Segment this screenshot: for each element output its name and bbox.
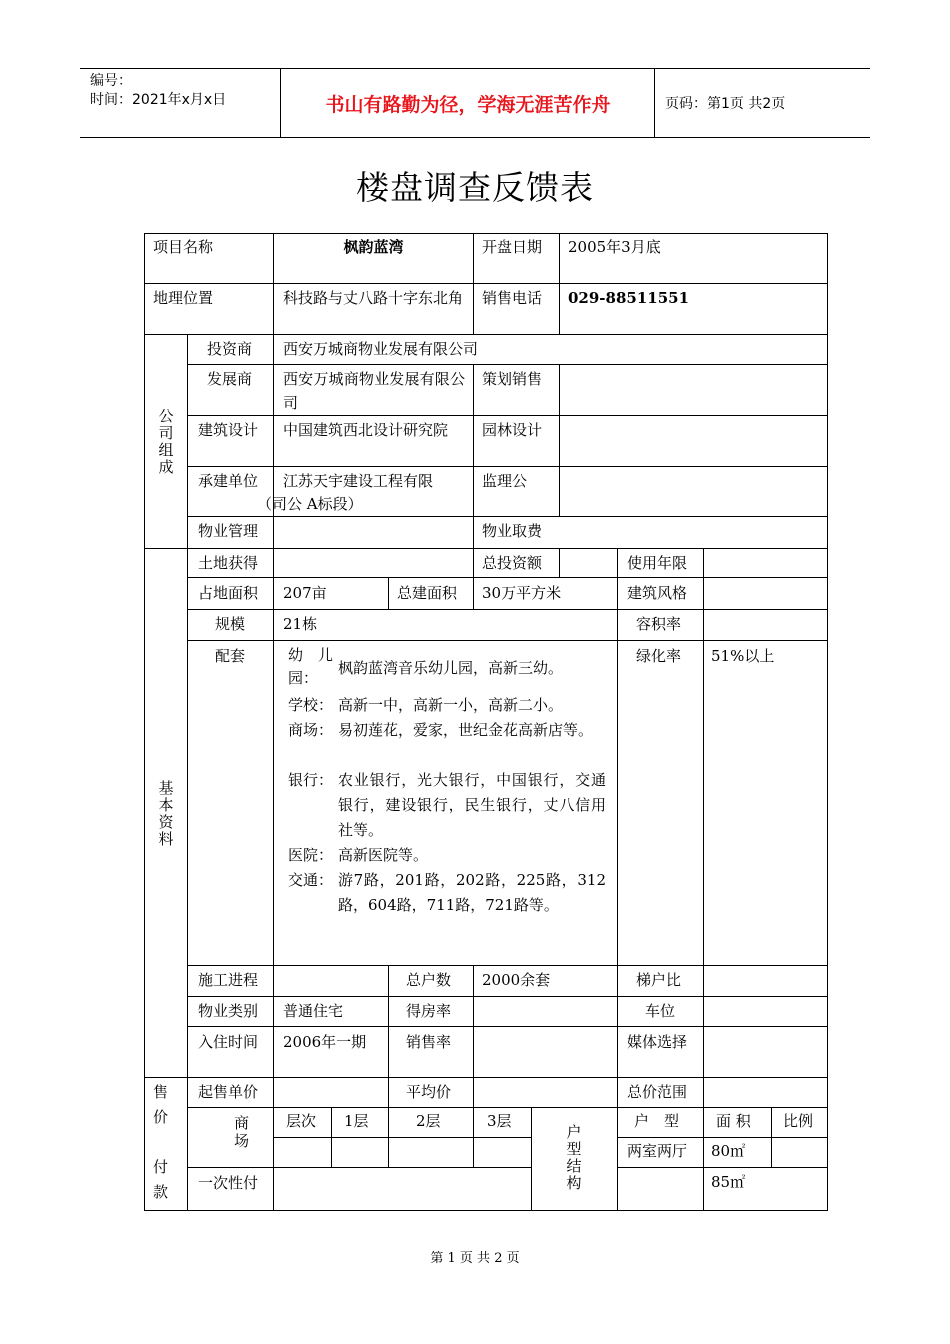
investor-label: 投资商 — [207, 340, 253, 358]
progress-label: 施工进程 — [198, 971, 259, 989]
grid-line — [388, 577, 389, 609]
company-group-label: 公司组成 — [158, 407, 174, 476]
grid-line — [144, 1077, 828, 1078]
open-date-value: 2005年3月底 — [568, 238, 661, 256]
grid-line — [144, 334, 828, 335]
unit-ratio-label: 比例 — [783, 1112, 814, 1130]
grid-line — [771, 1107, 772, 1168]
page-title: 楼盘调查反馈表 — [356, 168, 594, 207]
land-acquired-label: 土地获得 — [198, 554, 259, 572]
grid-line — [388, 1077, 389, 1107]
arch-style-label: 建筑风格 — [627, 584, 688, 602]
grid-line — [703, 640, 704, 965]
floor-label: 层次 — [286, 1112, 317, 1130]
unit-structure-label: 户型结构 — [566, 1123, 582, 1192]
bank-label: 银行： — [288, 771, 334, 789]
onepay-label: 一次性付 — [198, 1174, 259, 1192]
sales-group-char1: 售 — [153, 1083, 169, 1101]
start-price-label: 起售单价 — [198, 1083, 259, 1101]
builder-label: 承建单位 — [198, 472, 259, 490]
doc-time-label: 时间：2021年x月x日 — [90, 92, 227, 108]
unit-type-label: 户 型 — [634, 1112, 680, 1130]
grid-line — [388, 965, 389, 1077]
school-value: 高新一中，高新一小，高新二小。 — [338, 696, 564, 714]
mall-row-char1: 商 — [234, 1114, 250, 1132]
scale-value: 21栋 — [283, 615, 318, 633]
investor-value: 西安万城商物业发展有限公司 — [283, 340, 479, 358]
far-label: 容积率 — [636, 615, 682, 633]
builder-value-line2: （司公 A标段） — [257, 495, 363, 513]
grid-line — [617, 640, 618, 965]
sales-group-char4: 款 — [153, 1183, 169, 1201]
grid-line — [187, 965, 828, 966]
arch-design-label: 建筑设计 — [198, 421, 259, 439]
grid-line — [473, 233, 474, 334]
parking-label: 车位 — [645, 1002, 676, 1020]
traffic-value: 游7路，201路，202路，225路，312路，604路，711路，721路等。 — [338, 871, 606, 914]
grid-line — [187, 516, 828, 517]
avg-price-label: 平均价 — [406, 1083, 452, 1101]
grid-line — [703, 1077, 704, 1107]
checkin-value: 2006年一期 — [283, 1033, 367, 1051]
sales-phone-value: 029-88511551 — [568, 289, 690, 307]
hospital-label: 医院： — [288, 846, 334, 864]
grid-line — [187, 1107, 828, 1108]
grid-line — [187, 1167, 531, 1168]
grid-line — [703, 1107, 704, 1211]
sales-group-char3: 付 — [153, 1158, 169, 1176]
grid-line — [827, 233, 828, 1211]
green-rate-value: 51%以上 — [711, 647, 775, 665]
grid-line — [187, 415, 828, 416]
build-area-value: 30万平方米 — [482, 584, 562, 602]
project-name-label: 项目名称 — [153, 238, 214, 256]
grid-line — [473, 965, 474, 1077]
project-name-value: 枫韵蓝湾 — [343, 238, 404, 256]
land-area-value: 207亩 — [283, 584, 327, 602]
grid-line — [144, 233, 828, 234]
grid-line — [617, 1137, 828, 1138]
sales-rate-label: 销售率 — [406, 1033, 452, 1051]
kinder-label-line1: 幼 儿 — [288, 646, 334, 664]
grid-line — [559, 364, 560, 516]
grid-line — [273, 1137, 531, 1138]
open-date-label: 开盘日期 — [482, 238, 543, 256]
total-range-label: 总价范围 — [627, 1083, 688, 1101]
scale-label: 规模 — [215, 615, 246, 633]
unit-size-1: 80㎡ — [711, 1142, 746, 1160]
grid-line — [144, 233, 145, 1211]
grid-line — [617, 1167, 828, 1168]
unit-size-label: 面 积 — [716, 1112, 751, 1130]
header-page-number: 页码：第1页 共2页 — [665, 96, 786, 112]
location-label: 地理位置 — [153, 289, 214, 307]
mall-value: 易初莲花，爱家，世纪金花高新店等。 — [338, 721, 594, 739]
grid-line — [473, 1077, 474, 1107]
grid-line — [473, 548, 474, 609]
location-value: 科技路与丈八路十字东北角 — [283, 289, 464, 307]
grid-line — [187, 640, 828, 641]
grid-line — [273, 548, 274, 1211]
mall-label: 商场： — [288, 721, 334, 739]
grid-line — [144, 548, 828, 549]
use-years-label: 使用年限 — [627, 554, 688, 572]
property-type-label: 物业类别 — [198, 1002, 259, 1020]
header-motto: 书山有路勤为径，学海无涯苦作舟 — [282, 69, 655, 137]
grid-line — [187, 609, 828, 610]
grid-line — [617, 965, 618, 1077]
grid-line — [559, 233, 560, 334]
grid-line — [187, 364, 828, 365]
developer-value: 西安万城商物业发展有限公司 — [283, 370, 465, 412]
hospital-value: 高新医院等。 — [338, 846, 429, 864]
checkin-label: 入住时间 — [198, 1033, 259, 1051]
traffic-label: 交通： — [288, 871, 334, 889]
supervisor-label: 监理公 — [482, 472, 528, 490]
garden-design-label: 园林设计 — [482, 421, 543, 439]
property-type-value: 普通住宅 — [283, 1002, 344, 1020]
facility-label: 配套 — [215, 647, 246, 665]
mall-row-char2: 场 — [234, 1132, 250, 1150]
grid-line — [703, 965, 704, 1077]
floor-3: 3层 — [487, 1112, 512, 1130]
efficiency-label: 得房率 — [406, 1002, 452, 1020]
elevator-ratio-label: 梯户比 — [636, 971, 682, 989]
planning-sales-label: 策划销售 — [482, 370, 543, 388]
floor-2: 2层 — [416, 1112, 441, 1130]
grid-line — [144, 283, 828, 284]
grid-line — [703, 548, 704, 640]
grid-line — [559, 548, 560, 577]
page-footer: 第 1 页 共 2 页 — [430, 1251, 520, 1266]
green-rate-label: 绿化率 — [636, 647, 682, 665]
sales-phone-label: 销售电话 — [482, 289, 543, 307]
grid-line — [187, 996, 828, 997]
bank-value: 农业银行，光大银行，中国银行，交通银行，建设银行，民生银行，丈八信用社等。 — [338, 771, 606, 839]
grid-line — [187, 466, 828, 467]
kinder-value: 枫韵蓝湾音乐幼儿园，高新三幼。 — [338, 659, 564, 677]
unit-type-1: 两室两厅 — [627, 1142, 688, 1160]
sales-group-char2: 价 — [153, 1108, 169, 1126]
grid-line — [473, 1107, 474, 1168]
kinder-label-line2: 园： — [288, 669, 319, 687]
developer-label: 发展商 — [207, 370, 253, 388]
basic-group-label: 基本资料 — [158, 779, 174, 848]
arch-design-value: 中国建筑西北设计研究院 — [283, 421, 449, 439]
unit-size-2: 85㎡ — [711, 1173, 746, 1191]
grid-line — [388, 1107, 389, 1168]
grid-line — [617, 548, 618, 640]
builder-value-line1: 江苏天宇建设工程有限 — [283, 472, 434, 490]
build-area-label: 总建面积 — [397, 584, 458, 602]
households-label: 总户数 — [406, 971, 452, 989]
grid-line — [144, 1210, 828, 1211]
media-label: 媒体选择 — [627, 1033, 688, 1051]
grid-line — [473, 364, 474, 548]
doc-number-label: 编号： — [90, 73, 132, 89]
total-invest-label: 总投资额 — [482, 554, 543, 572]
land-area-label: 占地面积 — [198, 584, 259, 602]
grid-line — [187, 577, 828, 578]
grid-line — [531, 1107, 532, 1211]
grid-line — [617, 1077, 618, 1211]
property-mgmt-label: 物业管理 — [198, 522, 259, 540]
floor-1: 1层 — [344, 1112, 369, 1130]
property-fee-label: 物业取费 — [482, 522, 543, 540]
grid-line — [187, 334, 188, 1211]
school-label: 学校： — [288, 696, 334, 714]
grid-line — [331, 1107, 332, 1168]
households-value: 2000余套 — [482, 971, 551, 989]
grid-line — [187, 1026, 828, 1027]
